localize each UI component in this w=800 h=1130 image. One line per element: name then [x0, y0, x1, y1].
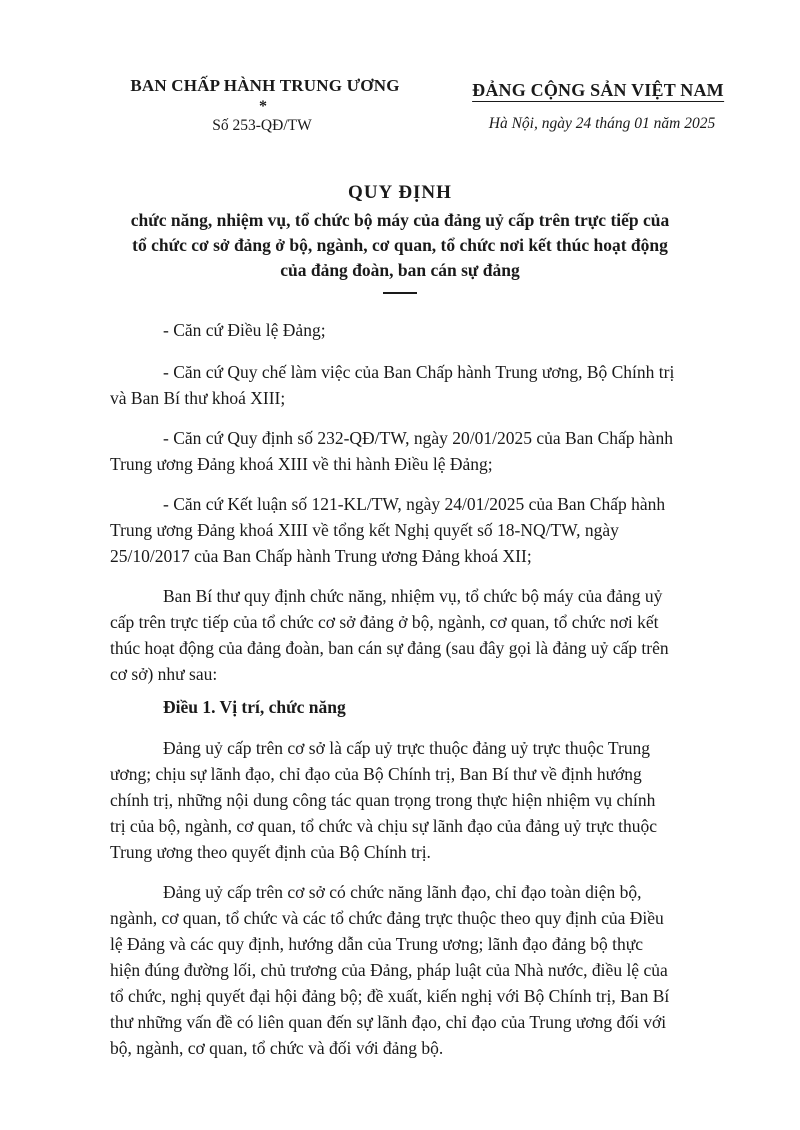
article-1-para-2-line-3: lệ Đảng và các quy định, hướng dẫn của Trung ương; lãnh đạo đảng bộ thực [110, 934, 643, 954]
title-divider [383, 292, 417, 294]
article-1-para-1-line-4: trị của bộ, ngành, cơ quan, tổ chức và chịu sự lãnh đạo của đảng uỷ trực thuộc [110, 816, 657, 836]
party-name: ĐẢNG CỘNG SẢN VIỆT NAM [472, 80, 724, 100]
article-1-para-1-line-3: chính trị, những nội dung công tác quan trọng trong thực hiện nhiệm vụ chính [110, 790, 656, 810]
basis-4-line-1: - Căn cứ Kết luận số 121-KL/TW, ngày 24/01/2025 của Ban Chấp hành [163, 494, 666, 514]
article-1-para-1-line-1: Đảng uỷ cấp trên cơ sở là cấp uỷ trực thuộc đảng uỷ trực thuộc Trung [163, 738, 651, 758]
intro-line-3: thúc hoạt động của đảng đoàn, ban cán sự đảng (sau đây gọi là đảng uỷ cấp trên [110, 638, 669, 658]
article-1-para-2-line-2: ngành, cơ quan, tổ chức và các tổ chức đảng trực thuộc theo quy định của Điều [110, 908, 664, 928]
article-1-para-2-line-5: tổ chức, nghị quyết đại hội đảng bộ; đề xuất, kiến nghị với Bộ Chính trị, Ban Bí [110, 986, 670, 1006]
basis-1: - Căn cứ Điều lệ Đảng; [163, 320, 326, 340]
issuing-body: BAN CHẤP HÀNH TRUNG ƯƠNG [130, 76, 400, 95]
article-1-para-1-line-2: ương; chịu sự lãnh đạo, chỉ đạo của Bộ Chính trị, Ban Bí thư về định hướng [110, 764, 642, 784]
article-1-para-2-line-6: thư những vấn đề có liên quan đến sự lãnh đạo, chỉ đạo của Trung ương đối với [110, 1012, 667, 1032]
article-1-para-2-line-1: Đảng uỷ cấp trên cơ sở có chức năng lãnh đạo, chỉ đạo toàn diện bộ, [163, 882, 642, 902]
article-1-para-1-line-5: Trung ương theo quyết định của Bộ Chính trị. [110, 842, 431, 862]
document-number: Số 253-QĐ/TW [212, 117, 312, 134]
star-separator: * [259, 98, 267, 115]
article-1-para-2-line-7: bộ, ngành, cơ quan, tổ chức và đối với đảng bộ. [110, 1038, 444, 1058]
place-date: Hà Nội, ngày 24 tháng 01 năm 2025 [488, 115, 716, 132]
basis-2-line-2: và Ban Bí thư khoá XIII; [110, 388, 286, 408]
article-1-heading: Điều 1. Vị trí, chức năng [163, 697, 346, 717]
title-subline-2: tổ chức cơ sở đảng ở bộ, ngành, cơ quan, tổ chức nơi kết thúc hoạt động [132, 235, 668, 255]
basis-4-line-2: Trung ương Đảng khoá XIII về tổng kết Nghị quyết số 18-NQ/TW, ngày [110, 520, 619, 540]
basis-3-line-2: Trung ương Đảng khoá XIII về thi hành Điều lệ Đảng; [110, 454, 493, 474]
title-subline-1: chức năng, nhiệm vụ, tổ chức bộ máy của đảng uỷ cấp trên trực tiếp của [130, 210, 670, 230]
document-title: QUY ĐỊNH [348, 182, 452, 203]
basis-4-line-3: 25/10/2017 của Ban Chấp hành Trung ương Đảng khoá XII; [110, 546, 532, 566]
intro-line-1: Ban Bí thư quy định chức năng, nhiệm vụ, tổ chức bộ máy của đảng uỷ [163, 586, 663, 606]
intro-line-2: cấp trên trực tiếp của tổ chức cơ sở đảng ở bộ, ngành, cơ quan, tổ chức nơi kết [110, 612, 659, 632]
title-subline-3: của đảng đoàn, ban cán sự đảng [280, 260, 520, 280]
article-1-para-2-line-4: hiện đúng đường lối, chủ trương của Đảng, pháp luật của Nhà nước, điều lệ của [110, 960, 668, 980]
intro-line-4: cơ sở) như sau: [110, 664, 218, 684]
basis-2-line-1: - Căn cứ Quy chế làm việc của Ban Chấp hành Trung ương, Bộ Chính trị [163, 362, 675, 382]
basis-3-line-1: - Căn cứ Quy định số 232-QĐ/TW, ngày 20/01/2025 của Ban Chấp hành [163, 428, 673, 448]
party-name-wrapper [472, 80, 724, 101]
